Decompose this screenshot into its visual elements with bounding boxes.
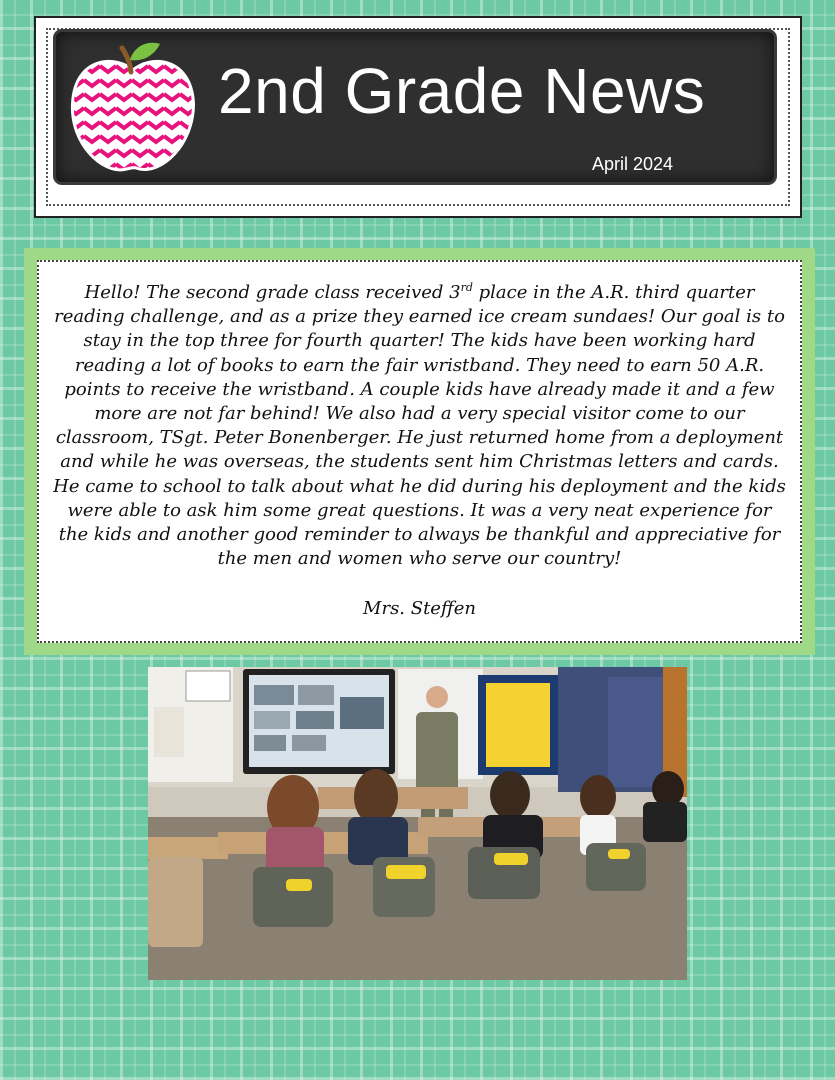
classroom-photo: [148, 667, 687, 980]
letter-body-part2: place in the A.R. third quarter reading challenge, and as a prize they earned ice cream sundaes! Our goal is to stay in the top three for fourth quarter! The kids have been working hard reading a lot of books to earn the fair wristband. They need to earn 50 A.R. points to receive the wristband. A couple kids have already made it and a few more are not far behind! We also had a very special visitor come to our classroom, TSgt. Peter Bonenberger. He just returned home from a deployment and while he was overseas, the students sent him Christmas letters and cards. He came to school to talk about what he did during his deployment and the kids were able to ask him some great questions. It was a very neat experience for the kids and another good reminder to always be thankful and appreciative for the men and women who serve our country!: [53, 282, 786, 570]
classroom-photo-illustration: [148, 667, 687, 980]
letter-signature: Mrs. Steffen: [363, 598, 476, 619]
chevron-apple-icon: [68, 34, 198, 174]
letter-panel: [24, 248, 815, 655]
letter-card: [37, 260, 802, 643]
header-box: [34, 16, 802, 218]
letter-body-part1: Hello! The second grade class received 3: [84, 282, 461, 303]
newsletter-title: 2nd Grade News: [218, 55, 706, 127]
chalkboard-banner: [56, 32, 774, 182]
letter-body: [53, 276, 786, 571]
letter-body-superscript: rd: [460, 281, 473, 294]
newsletter-date: April 2024: [592, 154, 674, 174]
